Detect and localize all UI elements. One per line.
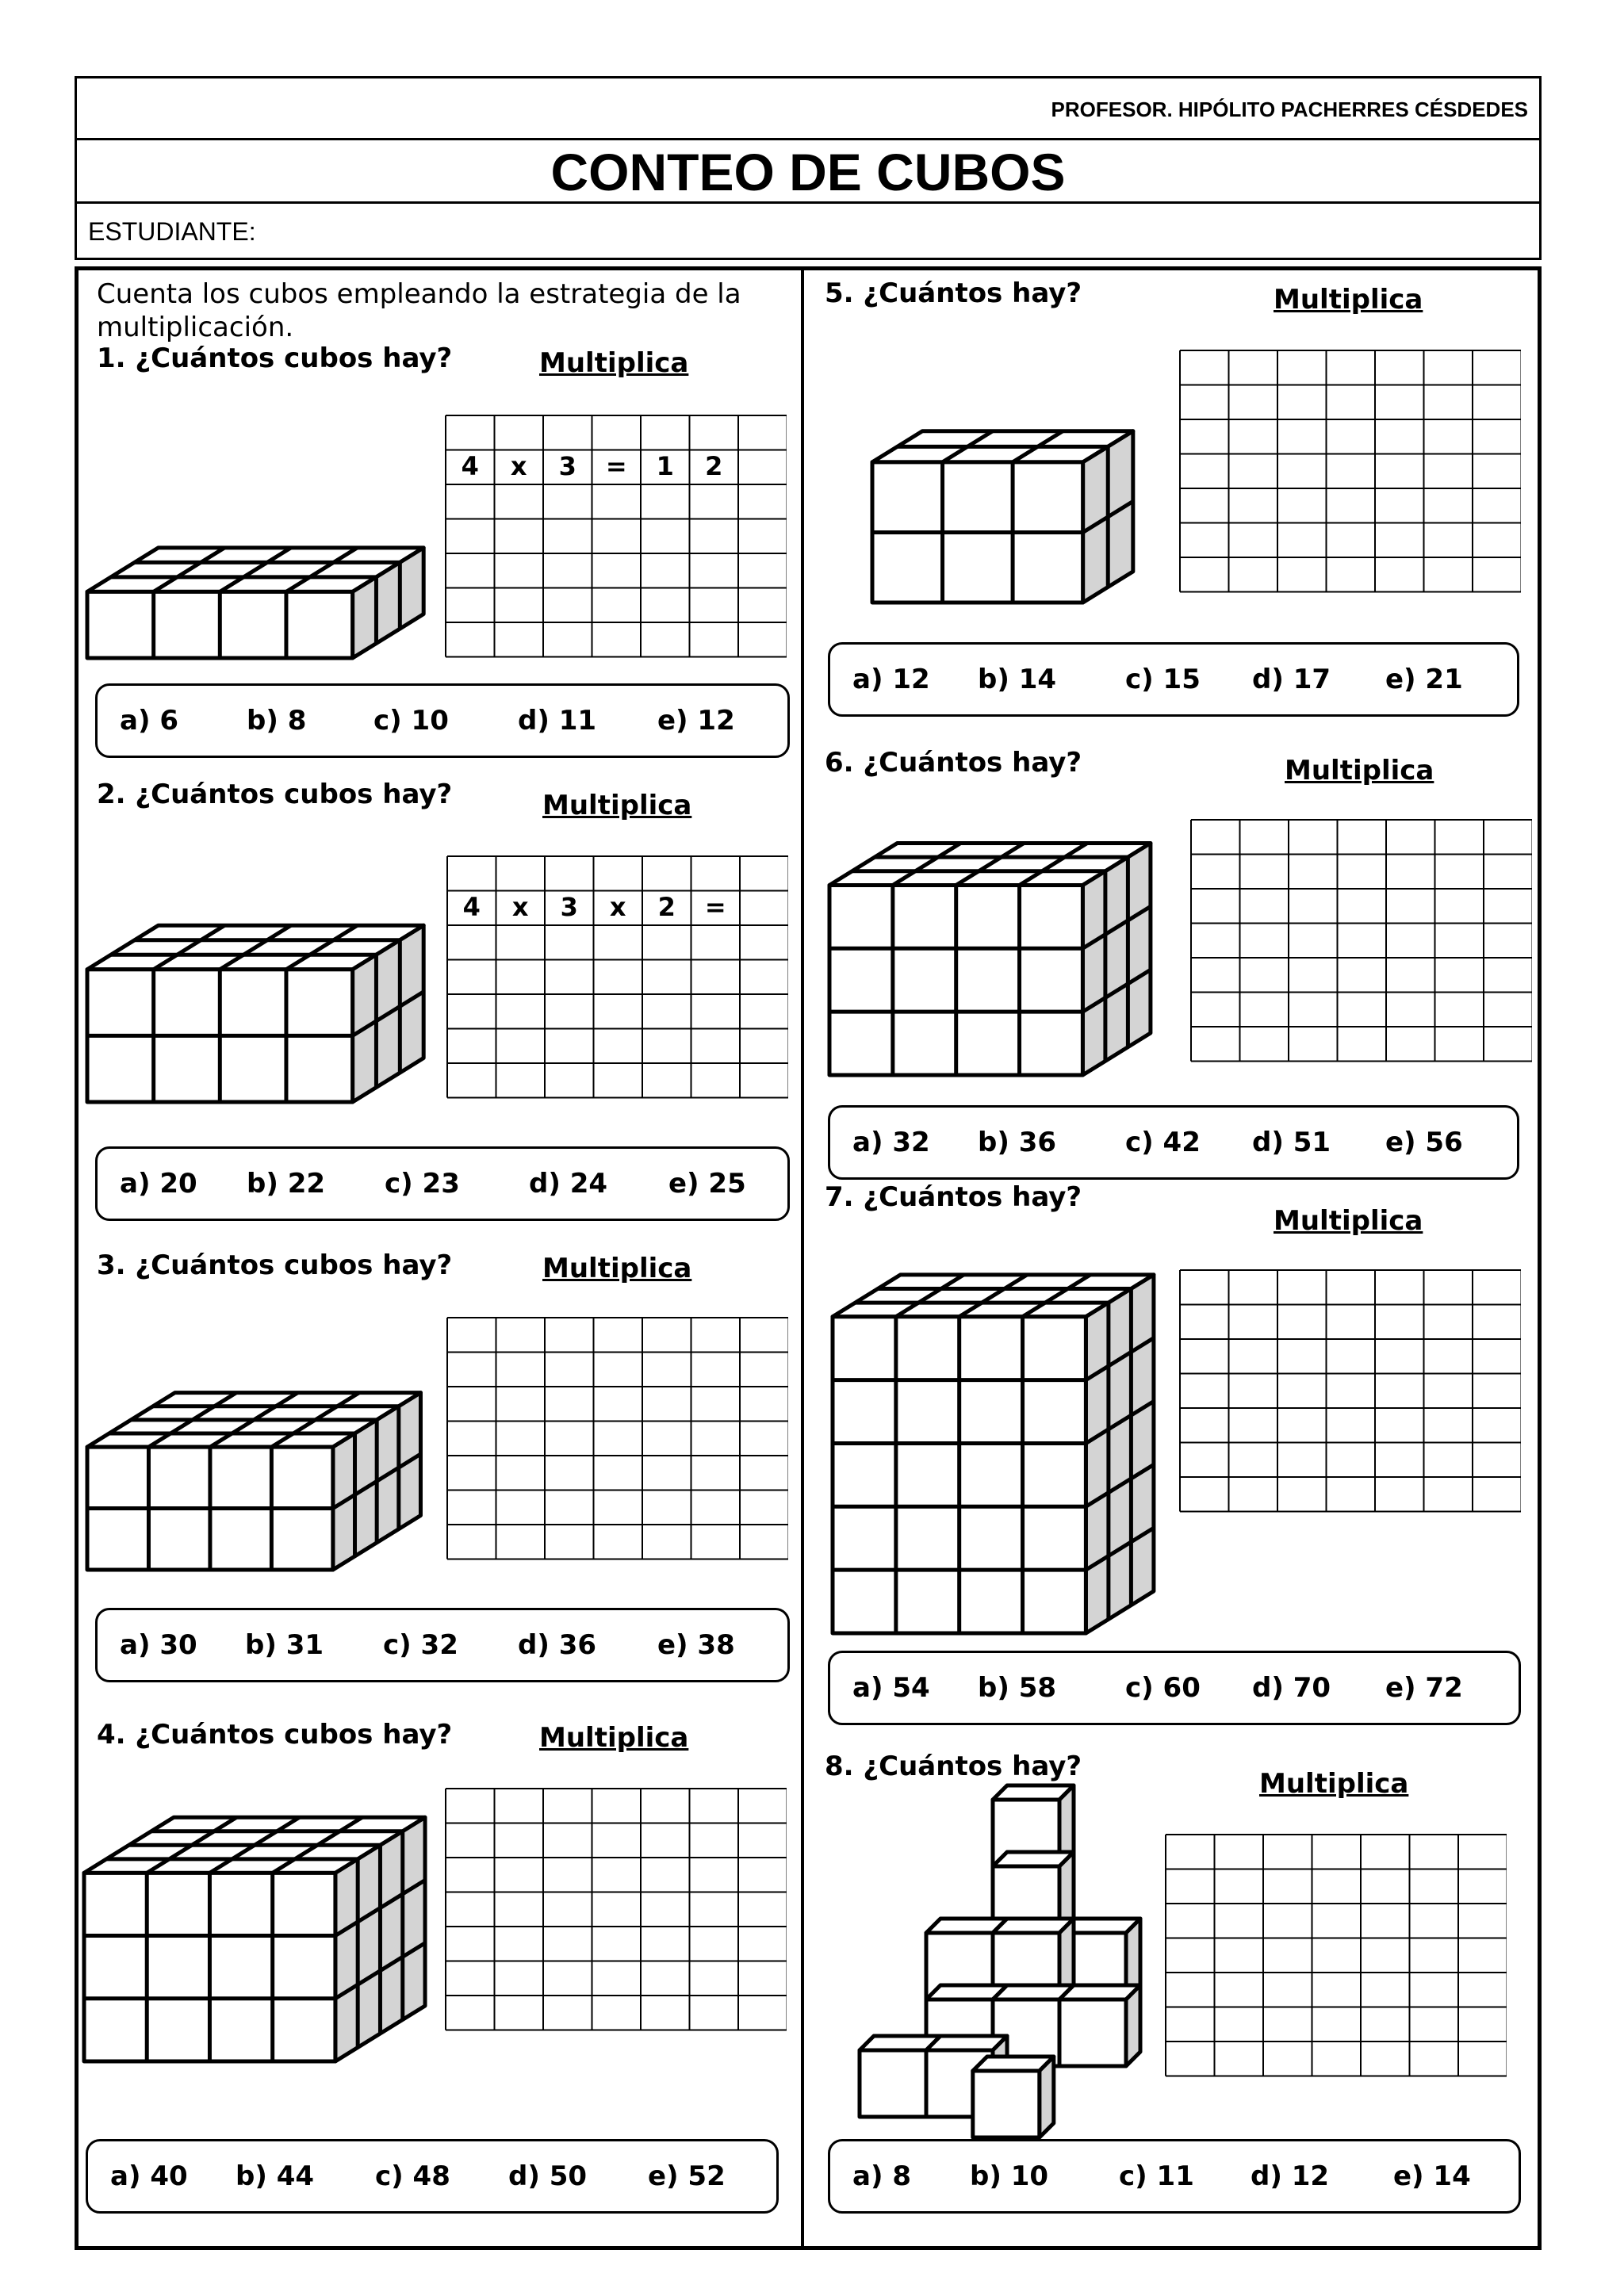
grid-cell-text: =: [704, 891, 726, 922]
option-d[interactable]: d) 36: [518, 1629, 597, 1661]
cube-front-face: [1059, 1999, 1126, 2066]
multiplication-grid-6[interactable]: [1189, 818, 1532, 1066]
grid-cell-text: x: [511, 891, 529, 922]
student-label[interactable]: ESTUDIANTE:: [88, 217, 256, 246]
grid-cell-text: 3: [558, 450, 576, 481]
option-b[interactable]: b) 8: [247, 705, 307, 737]
option-e[interactable]: e) 52: [648, 2160, 726, 2192]
cube-side-face: [1126, 1985, 1140, 2066]
question-8-title: 8. ¿Cuántos hay?: [825, 1751, 1082, 1782]
column-divider: [801, 266, 804, 2250]
cube-figure-1: [79, 507, 444, 666]
multiplica-label-4: Multiplica: [539, 1722, 689, 1754]
answer-options-1: [95, 683, 790, 758]
multiplication-grid-1[interactable]: [444, 414, 787, 661]
option-d[interactable]: d) 50: [508, 2160, 588, 2192]
option-e[interactable]: e) 14: [1393, 2160, 1471, 2192]
multiplication-grid-2[interactable]: [446, 855, 788, 1102]
option-c[interactable]: c) 32: [383, 1629, 458, 1661]
grid-cell-text: 2: [705, 450, 723, 481]
option-d[interactable]: d) 11: [518, 705, 597, 737]
cube-block: [84, 1817, 425, 2061]
option-b[interactable]: b) 36: [978, 1127, 1057, 1158]
option-a[interactable]: a) 32: [852, 1127, 930, 1158]
option-c[interactable]: c) 48: [375, 2160, 450, 2192]
cube-block: [87, 1393, 420, 1570]
grid-cell-text: 4: [462, 891, 481, 922]
multiplica-label-5: Multiplica: [1274, 284, 1423, 316]
option-a[interactable]: a) 40: [110, 2160, 188, 2192]
option-a[interactable]: a) 12: [852, 664, 930, 695]
multiplica-label-7: Multiplica: [1274, 1205, 1423, 1237]
professor-name: PROFESOR. HIPÓLITO PACHERRES CÉSDEDES: [77, 78, 1539, 140]
option-e[interactable]: e) 25: [668, 1168, 746, 1200]
option-c[interactable]: c) 42: [1125, 1127, 1201, 1158]
multiplica-label-6: Multiplica: [1285, 755, 1434, 786]
option-d[interactable]: d) 51: [1252, 1127, 1331, 1158]
cube-front-face: [973, 2071, 1040, 2137]
option-a[interactable]: a) 30: [120, 1629, 197, 1661]
option-e[interactable]: e) 12: [657, 705, 735, 737]
option-a[interactable]: a) 20: [120, 1168, 197, 1200]
page-title: CONTEO DE CUBOS: [77, 140, 1539, 204]
multiplica-label-8: Multiplica: [1259, 1768, 1409, 1800]
cube-block: [833, 1275, 1154, 1633]
cube-block: [973, 2057, 1054, 2137]
question-2-title: 2. ¿Cuántos cubos hay?: [97, 779, 453, 810]
option-b[interactable]: b) 22: [247, 1168, 326, 1200]
answer-options-3: [95, 1608, 790, 1682]
answer-options-8: [828, 2139, 1521, 2214]
option-e[interactable]: e) 38: [657, 1629, 735, 1661]
multiplica-label-1: Multiplica: [539, 347, 689, 379]
multiplication-grid-5[interactable]: [1178, 349, 1521, 596]
cube-figure-3: [79, 1332, 444, 1578]
multiplica-label-2: Multiplica: [542, 790, 692, 821]
answer-options-2: [95, 1146, 790, 1221]
option-d[interactable]: d) 24: [529, 1168, 608, 1200]
option-c[interactable]: c) 23: [385, 1168, 460, 1200]
cube-figure-4: [76, 1784, 449, 2069]
multiplication-grid-4[interactable]: [444, 1787, 787, 2034]
option-b[interactable]: b) 14: [978, 664, 1057, 695]
grid-cell-text: 2: [657, 891, 676, 922]
grid-cell-text: 3: [560, 891, 578, 922]
answer-options-6: [828, 1105, 1519, 1180]
cube-figure-2: [79, 888, 444, 1110]
multiplica-label-3: Multiplica: [542, 1253, 692, 1284]
option-c[interactable]: c) 11: [1119, 2160, 1194, 2192]
multiplication-grid-3[interactable]: [446, 1316, 788, 1563]
option-c[interactable]: c) 10: [373, 705, 449, 737]
answer-options-5: [828, 642, 1519, 717]
cube-side-face: [1086, 1275, 1154, 1633]
option-e[interactable]: e) 56: [1385, 1127, 1463, 1158]
question-1-title: 1. ¿Cuántos cubos hay?: [97, 342, 453, 374]
cube-front-face: [860, 2050, 926, 2117]
option-d[interactable]: d) 12: [1251, 2160, 1330, 2192]
grid-cell-text: =: [605, 450, 627, 481]
option-d[interactable]: d) 17: [1252, 664, 1331, 695]
option-a[interactable]: a) 8: [852, 2160, 911, 2192]
option-b[interactable]: b) 58: [978, 1672, 1057, 1704]
grid-cell-text: x: [510, 450, 527, 481]
option-a[interactable]: a) 54: [852, 1672, 930, 1704]
cube-side-face: [1082, 844, 1151, 1075]
cube-figure-5: [864, 404, 1150, 610]
question-4-title: 4. ¿Cuántos cubos hay?: [97, 1719, 453, 1751]
grid-cell-text: 4: [461, 450, 479, 481]
multiplication-grid-8[interactable]: [1164, 1833, 1507, 2080]
header-box: [75, 76, 1542, 260]
cube-block: [87, 548, 423, 658]
cube-block: [87, 925, 423, 1102]
grid-cell-text: x: [609, 891, 626, 922]
cube-block: [872, 431, 1133, 603]
option-e[interactable]: e) 21: [1385, 664, 1463, 695]
cube-figure-8: [837, 1776, 1155, 2141]
cube-figure-7: [825, 1221, 1174, 1641]
answer-options-4: [86, 2139, 779, 2214]
option-c[interactable]: c) 15: [1125, 664, 1201, 695]
option-d[interactable]: d) 70: [1252, 1672, 1331, 1704]
cube-side-face: [1040, 2057, 1054, 2137]
option-a[interactable]: a) 6: [120, 705, 178, 737]
cube-figure-6: [822, 798, 1170, 1083]
instructions: Cuenta los cubos empleando la estrategia de la multiplicación.: [97, 278, 741, 343]
multiplication-grid-7[interactable]: [1178, 1269, 1521, 1516]
option-b[interactable]: b) 31: [245, 1629, 324, 1661]
question-7-title: 7. ¿Cuántos hay?: [825, 1181, 1082, 1213]
question-6-title: 6. ¿Cuántos hay?: [825, 747, 1082, 779]
grid-cell-text: 1: [656, 450, 674, 481]
question-3-title: 3. ¿Cuántos cubos hay?: [97, 1249, 453, 1281]
option-c[interactable]: c) 60: [1125, 1672, 1201, 1704]
answer-options-7: [828, 1651, 1521, 1725]
cube-block: [829, 844, 1151, 1075]
cube-block: [1059, 1985, 1140, 2066]
option-e[interactable]: e) 72: [1385, 1672, 1463, 1704]
question-5-title: 5. ¿Cuántos hay?: [825, 277, 1082, 309]
option-b[interactable]: b) 10: [970, 2160, 1049, 2192]
option-b[interactable]: b) 44: [236, 2160, 315, 2192]
